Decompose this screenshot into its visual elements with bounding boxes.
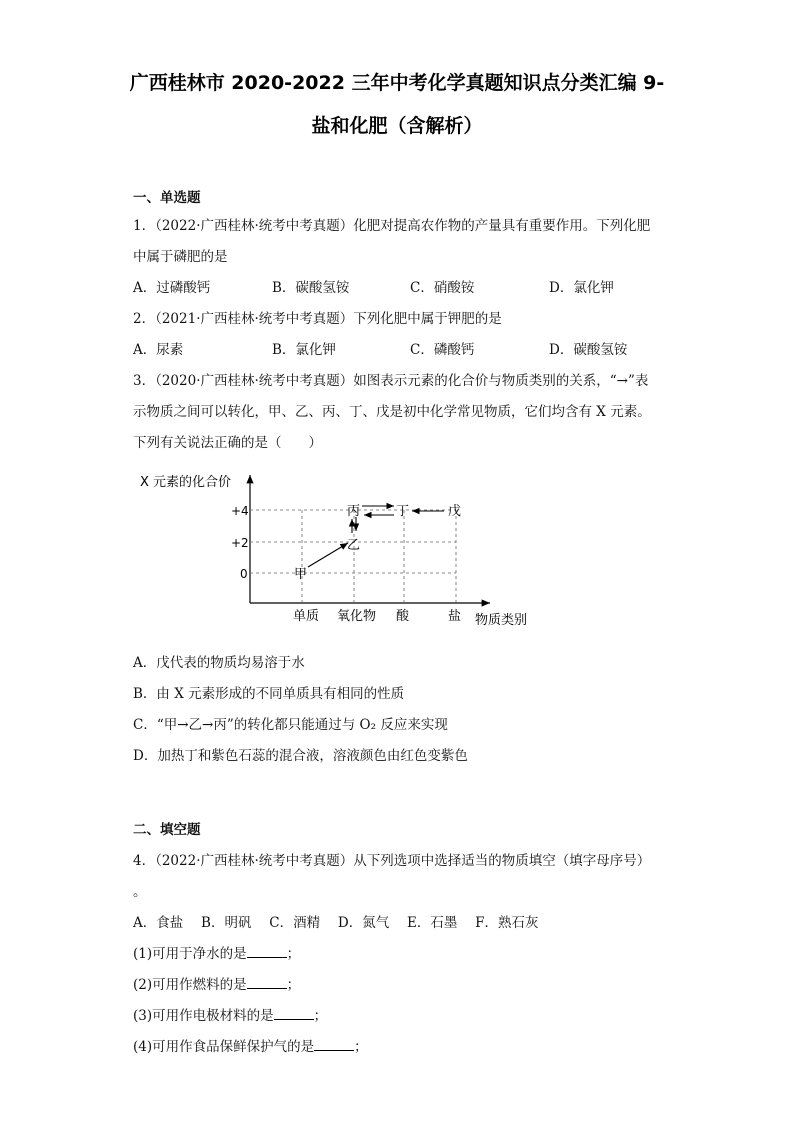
node-ding: 丁 [396, 504, 410, 519]
x-tick-salt: 盐 [448, 609, 462, 624]
question-4-item-3 [133, 1004, 327, 1024]
grid-lines [250, 510, 456, 603]
node-yi: 乙 [347, 538, 361, 553]
question-3-line1: 3．（2020·广西桂林·统考中考真题）如图表示元素的化合价与物质类别的关系，“→”表 [133, 373, 649, 389]
node-bing: 丙 [347, 504, 361, 519]
question-4-line2: 。 [133, 884, 147, 900]
question-2-option-c: C．磷酸钙 [410, 342, 475, 358]
question-1-line2: 中属于磷肥的是 [133, 249, 228, 265]
question-1-option-b: B．碳酸氢铵 [272, 280, 350, 296]
item-4-end: ； [354, 1039, 368, 1055]
item-1-text: (1)可用于净水的是 [133, 946, 247, 962]
question-4-line1: 4．（2022·广西桂林·统考中考真题）从下列选项中选择适当的物质填空（填字母序号） [133, 853, 651, 869]
question-1-option-d: D．氯化钾 [549, 280, 614, 296]
question-2-option-b: B．氯化钾 [272, 342, 336, 358]
question-2-option-a: A．尿素 [133, 342, 184, 358]
valence-class-figure [130, 465, 550, 635]
item-3-text: (3)可用作电极材料的是 [133, 1008, 274, 1024]
arrow-jia-to-yi [308, 543, 348, 567]
question-1-option-a: A．过磷酸钙 [133, 280, 211, 296]
y-tick-plus4: +4 [231, 504, 249, 518]
question-3-option-c: C．“甲→乙→丙”的转化都只能通过与 O₂ 反应来实现 [133, 717, 448, 733]
node-wu: 戊 [448, 504, 462, 519]
item-4-text: (4)可用作食品保鲜保护气的是 [133, 1039, 315, 1055]
answer-blank-3[interactable] [274, 1007, 314, 1020]
item-1-end: ； [286, 946, 301, 962]
x-tick-acid: 酸 [396, 609, 410, 624]
x-axis-label: 物质类别 [475, 613, 528, 628]
answer-blank-1[interactable] [247, 945, 287, 958]
question-2-option-d: D．碳酸氢铵 [549, 342, 628, 358]
question-4-item-1 [133, 942, 300, 962]
item-3-end: ； [313, 1008, 328, 1024]
x-tick-element: 单质 [293, 609, 320, 624]
question-3-option-d: D．加热丁和紫色石蕊的混合液，溶液颜色由红色变紫色 [133, 748, 468, 764]
question-1-line1: 1．（2022·广西桂林·统考中考真题）化肥对提高农作物的产量具有重要作用。下列化肥 [133, 218, 651, 234]
question-4-options: A．食盐 B．明矾 C．酒精 D．氮气 E．石墨 F．熟石灰 [133, 915, 539, 931]
section-heading-fill-blank: 二、填空题 [133, 822, 201, 838]
question-3-line2: 示物质之间可以转化，甲、乙、丙、丁、戊是初中化学常见物质，它们均含有 X 元素。 [133, 404, 651, 420]
answer-blank-4[interactable] [314, 1038, 354, 1051]
answer-blank-2[interactable] [247, 976, 287, 989]
question-4-item-2 [133, 973, 300, 993]
item-2-text: (2)可用作燃料的是 [133, 977, 247, 993]
question-3-line3: 下列有关说法正确的是（ ） [133, 435, 322, 451]
item-2-end: ； [286, 977, 301, 993]
question-1-option-c: C．硝酸铵 [410, 280, 475, 296]
node-jia: 甲 [294, 567, 308, 582]
question-3-option-b: B．由 X 元素形成的不同单质具有相同的性质 [133, 686, 405, 702]
document-title-line1: 广西桂林市 2020-2022 三年中考化学真题知识点分类汇编 9- [129, 72, 665, 94]
question-2-line1: 2．（2021·广西桂林·统考中考真题）下列化肥中属于钾肥的是 [133, 311, 502, 327]
y-tick-zero: 0 [240, 567, 248, 581]
y-tick-plus2: +2 [231, 536, 249, 550]
document-title-line2: 盐和化肥（含解析） [311, 115, 483, 137]
section-heading-single-choice: 一、单选题 [133, 190, 201, 206]
question-4-item-4 [133, 1035, 368, 1055]
x-tick-oxide: 氧化物 [337, 609, 377, 624]
y-axis-label: X 元素的化合价 [140, 475, 232, 490]
question-3-option-a: A．戊代表的物质均易溶于水 [133, 655, 305, 671]
